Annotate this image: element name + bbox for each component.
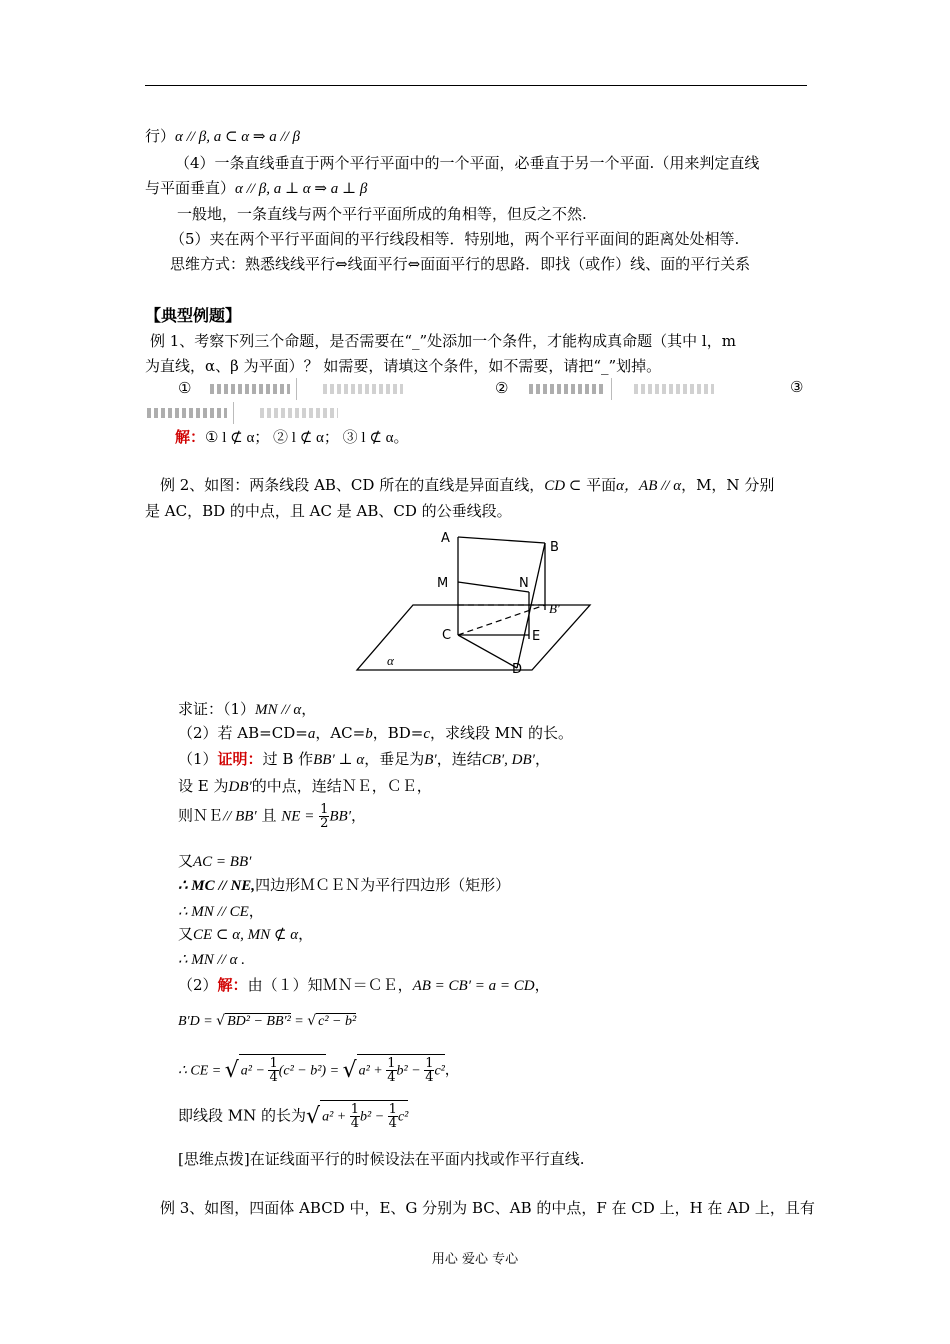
text: 与平面垂直） [145,179,236,197]
radicand: BD² − BB′² [227,1014,291,1029]
text: 又 [178,852,194,870]
math-expression: α // β, a ⊂ α ⇒ a // β [175,129,301,145]
property-line-3 [145,177,367,198]
math-term: a² + [358,1063,387,1079]
blurred-formula [210,384,290,394]
solution-step-4: 即线段 MN 的长为√ a² + $\frac{1}{4}$ b² − $\frac{1}{4}$ c² [178,1102,409,1131]
label-A: A [441,531,450,546]
proposition-2 [495,378,714,400]
blurred-formula [260,408,338,418]
answer-text: ① l ⊄ α； ② l ⊄ α； ③ l ⊄ α。 [205,430,409,446]
label-E: E [532,629,541,644]
question-1 [178,698,316,719]
math-expression: = [290,1014,308,1029]
math-expression: α // β, a ⊥ α ⇒ a ⊥ β [235,181,368,197]
text: ，连结 [436,750,482,768]
divider [611,378,612,400]
math-term: a² − [240,1063,269,1079]
text: 又 [178,925,194,943]
thinking-method-line: 思维方式：熟悉线线平行⇔线面平行⇔面面平行的思路．即找（或作）线、面的平行关系 [170,255,751,273]
examples-heading: 【典型例题】 [145,306,242,325]
geometry-figure [355,525,595,675]
proof-step-4 [178,850,251,871]
example2-line-1 [160,474,774,495]
math-expression: ∴ MC // NE, [178,878,256,894]
proposition-1 [178,378,403,400]
numerator: 1 [350,1102,359,1117]
denominator: 4 [387,1070,396,1085]
math-var: a [307,726,316,742]
solution-step-3: ∴ CE = √ a² − $\frac{1}{4}$ (c² − b²) = √ a² + $\frac{1}{4}$ b² − $\frac{1}{4}$ c²， [178,1056,459,1085]
solution-label: 解： [217,976,248,994]
marker: ② [495,379,509,397]
math-expression: ∴ MN // α . [178,952,246,968]
solution-step-2: B′D = √ BD² − BB′² = √ c² − b² [178,1013,357,1029]
text: ， [351,806,367,825]
numerator: 1 [425,1056,434,1071]
numerator: 1 [269,1056,278,1071]
blurred-formula [529,384,605,394]
label-B: B [550,540,559,555]
math-var: c [423,726,430,742]
fraction [424,1057,434,1084]
segment-CD [458,635,517,668]
label-C: C [442,628,452,643]
math-term: c² [397,1109,409,1125]
question-2 [178,722,573,743]
math-term: c² [434,1063,445,1079]
text: 设 E 为 [178,777,229,795]
marker: ① [178,379,192,397]
radicand: c² − b² [318,1014,357,1029]
example1-answer [175,426,409,447]
proof-step-2 [178,775,432,796]
text: ， [444,1062,459,1079]
example2-line-2: 是 AC，BD 的中点，且 AC 是 AB、CD 的公垂线段。 [145,502,512,520]
math-expression: B′D = [178,1014,217,1029]
solution-step-1 [178,974,550,995]
numerator: 1 [320,802,329,817]
text: 平面 [581,476,617,494]
text: ， [301,700,317,718]
math-expression: CD ⊂ [544,478,582,494]
header-rule [145,85,807,86]
math-term: b² − [396,1063,425,1079]
example1-line-2: 为直线，α、β 为平面）？ 如需要，请填这个条件，如不需要，请把“_”划掉。 [145,357,662,375]
example3-line-1: 例 3、如图，四面体 ABCD 中，E、G 分别为 BC、AB 的中点，F 在 CD 上，H 在 AD 上，且有 [160,1199,815,1217]
numerator: 1 [388,1102,397,1117]
text: 例 2、如图：两条线段 AB、CD 所在的直线是异面直线， [160,476,545,494]
text: ，BD= [372,724,424,742]
math-expression: MN // α [255,702,302,718]
text: 即线段 MN 的长为 [178,1106,307,1125]
denominator: 4 [350,1116,359,1131]
answer-label: 解： [175,428,206,446]
math-expression: // BB′ [223,808,257,825]
math-expression: ∴ CE = [178,1063,225,1079]
property-line-1 [145,125,300,146]
text: 行） [145,127,176,145]
numerator: 1 [387,1056,396,1071]
text: 的中点，连结ＮＥ，ＣＥ， [251,777,432,795]
property-line-4: 一般地，一条直线与两个平行平面所成的角相等，但反之不然. [177,205,587,223]
proof-step-1 [178,748,550,769]
text: ，求线段 MN 的长。 [430,724,574,742]
math-expression: BB′ [329,808,351,825]
denominator: 4 [388,1116,397,1131]
math-expression: AC = BB′ [193,854,252,870]
text: ， [248,902,264,920]
proof-step-3 [178,803,366,830]
fraction [388,1103,398,1130]
math-expression: BB′ ⊥ α [313,752,365,768]
math-expression: DB′ [228,779,252,795]
text: 四边形ＭＣＥＮ为平行四边形（矩形） [255,876,511,894]
math-term: a² + [322,1109,350,1125]
denominator: 2 [320,816,329,831]
example1-line-1: 例 1、考察下列三个命题，是否需要在“_”处添加一个条件，才能构成真命题（其中 l，m [150,332,736,350]
math-expression: α，AB // α [616,478,682,494]
text: ， [534,750,550,768]
fraction [268,1057,278,1084]
proposition-3-marker: ③ [790,378,804,396]
math-expression: B′ [424,752,437,768]
text: （2） [178,976,218,994]
math-term: (c² − b²) [278,1063,327,1079]
proposition-3 [147,402,338,424]
label-N: N [519,576,529,591]
text: 求证：（1） [178,700,256,718]
text: ，AC= [315,724,366,742]
label-M: M [437,576,449,591]
proof-step-6 [178,900,264,921]
label-alpha: α [387,653,394,668]
text: （1） [178,750,218,768]
proof-step-5 [178,874,510,895]
text: 由（１）知ＭＮ＝ＣＥ， [247,976,413,994]
blurred-formula [147,408,227,418]
thinking-tip: [思维点拨]在证线面平行的时候设法在平面内找或作平行直线. [178,1150,585,1168]
fraction [350,1103,360,1130]
text: 过 B 作 [262,750,314,768]
fraction-one-half [319,803,329,830]
math-expression: CE ⊂ α, MN ⊄ α [193,927,299,943]
text: ，M，N 分别 [681,476,775,494]
proof-step-7 [178,923,313,944]
segment-AB [458,537,545,543]
property-line-5: （5）夹在两个平行平面间的平行线段相等．特别地，两个平行平面间的距离处处相等. [170,230,740,248]
proof-step-8 [178,950,245,969]
text: （2）若 AB=CD= [178,724,308,742]
label-Bprime: B′ [549,601,560,616]
text: ， [534,976,550,994]
math-expression: ∴ MN // CE [178,904,249,920]
divider [233,402,234,424]
math-term: b² − [360,1109,388,1125]
page-footer: 用心 爱心 专心 [431,1252,519,1267]
label-D: D [512,662,523,675]
math-expression: = [326,1063,343,1079]
blurred-formula [634,384,714,394]
denominator: 4 [269,1070,278,1085]
math-expression: NE = [281,808,315,825]
property-line-2: （4）一条直线垂直于两个平行平面中的一个平面，必垂直于另一个平面.（用来判定直线 [175,154,760,172]
math-expression: AB = CB′ = a = CD [412,978,535,994]
fraction [386,1057,396,1084]
text: ，垂足为 [364,750,425,768]
text: 且 [256,806,277,825]
denominator: 4 [425,1070,434,1085]
blurred-formula [323,384,403,394]
math-expression: CB′, DB′ [481,752,535,768]
divider [296,378,297,400]
text: 则ＮＥ [178,806,224,825]
text: ， [298,925,314,943]
proof-label: 证明： [217,750,263,768]
math-var: b [365,726,373,742]
